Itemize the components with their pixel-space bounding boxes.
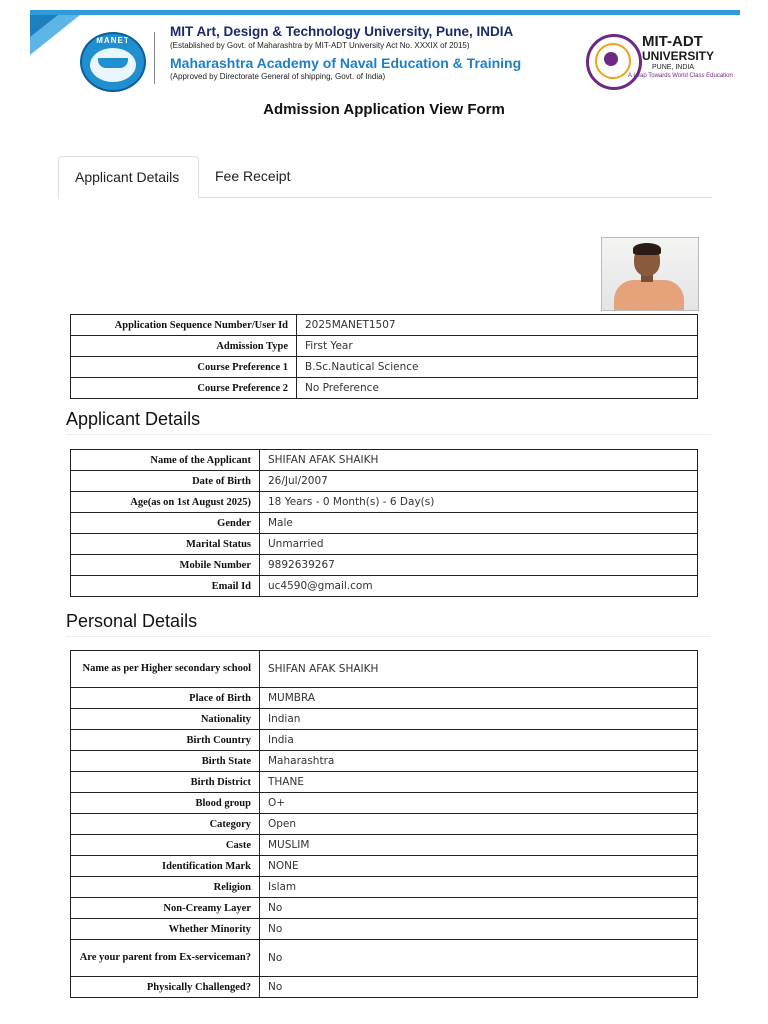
- tab-applicant-details[interactable]: Applicant Details: [58, 156, 199, 198]
- academy-name: Maharashtra Academy of Naval Education & Training: [170, 55, 522, 71]
- field-value: MUSLIM: [260, 835, 698, 856]
- field-value: Open: [260, 814, 698, 835]
- field-value: Unmarried: [260, 534, 698, 555]
- table-row: [71, 471, 698, 492]
- field-label: Application Sequence Number/User Id: [71, 315, 297, 336]
- table-row: [71, 378, 698, 399]
- field-value: B.Sc.Nautical Science: [297, 357, 698, 378]
- table-row: [71, 357, 698, 378]
- banner-stripe: [30, 10, 740, 15]
- field-label: Are your parent from Ex-serviceman?: [71, 940, 260, 977]
- applicant-table: [70, 449, 698, 597]
- table-row: [71, 730, 698, 751]
- personal-table: [70, 650, 698, 998]
- application-table: [70, 314, 698, 399]
- adt-city: PUNE, INDIA: [652, 64, 695, 71]
- table-row: [71, 513, 698, 534]
- adt-tagline: A Leap Towards World Class Education: [628, 73, 733, 79]
- field-label: Mobile Number: [71, 555, 260, 576]
- table-row: [71, 772, 698, 793]
- field-value: Indian: [260, 709, 698, 730]
- table-row: [71, 898, 698, 919]
- field-label: Caste: [71, 835, 260, 856]
- field-label: Marital Status: [71, 534, 260, 555]
- field-value: 26/Jul/2007: [260, 471, 698, 492]
- table-row: [71, 315, 698, 336]
- table-row: [71, 940, 698, 977]
- seal-core: [604, 52, 618, 66]
- field-label: Email Id: [71, 576, 260, 597]
- field-label: Religion: [71, 877, 260, 898]
- field-value: 2025MANET1507: [297, 315, 698, 336]
- table-row: [71, 688, 698, 709]
- table-row: [71, 835, 698, 856]
- table-row: [71, 534, 698, 555]
- banner-corner-decoration-dark: [30, 15, 58, 37]
- mit-adt-seal-logo: [586, 34, 642, 90]
- header-divider: [154, 32, 155, 84]
- field-value: No: [260, 919, 698, 940]
- ship-icon: [98, 58, 128, 68]
- manet-logo: [80, 32, 146, 92]
- table-row: [71, 709, 698, 730]
- table-row: [71, 751, 698, 772]
- field-value: 9892639267: [260, 555, 698, 576]
- field-label: Birth State: [71, 751, 260, 772]
- field-value: 18 Years - 0 Month(s) - 6 Day(s): [260, 492, 698, 513]
- field-value: India: [260, 730, 698, 751]
- field-label: Non-Creamy Layer: [71, 898, 260, 919]
- section-title-personal: Personal Details: [66, 611, 711, 637]
- field-value: No: [260, 977, 698, 998]
- field-label: Identification Mark: [71, 856, 260, 877]
- adt-name: MIT-ADT: [642, 33, 703, 50]
- field-value: uc4590@gmail.com: [260, 576, 698, 597]
- field-value: O+: [260, 793, 698, 814]
- field-value: NONE: [260, 856, 698, 877]
- field-label: Place of Birth: [71, 688, 260, 709]
- tab-bar: [58, 156, 712, 198]
- adt-university: UNIVERSITY: [642, 49, 715, 63]
- field-label: Gender: [71, 513, 260, 534]
- manet-logo-text: MANET: [96, 36, 130, 45]
- photo-hair: [633, 243, 661, 255]
- applicant-photo: [601, 237, 699, 311]
- field-label: Date of Birth: [71, 471, 260, 492]
- field-value: THANE: [260, 772, 698, 793]
- field-label: Blood group: [71, 793, 260, 814]
- field-label: Name as per Higher secondary school: [71, 651, 260, 688]
- field-value: MUMBRA: [260, 688, 698, 709]
- field-label: Nationality: [71, 709, 260, 730]
- field-value: Male: [260, 513, 698, 534]
- field-label: Admission Type: [71, 336, 297, 357]
- approval-note: (Approved by Directorate General of shipping, Govt. of India): [170, 72, 386, 81]
- field-value: No: [260, 898, 698, 919]
- page-title: Admission Application View Form: [263, 101, 505, 118]
- table-row: [71, 977, 698, 998]
- tab-fee-receipt[interactable]: Fee Receipt: [215, 168, 291, 184]
- photo-shirt: [614, 280, 684, 311]
- table-row: [71, 576, 698, 597]
- table-row: [71, 336, 698, 357]
- field-label: Birth District: [71, 772, 260, 793]
- table-row: [71, 450, 698, 471]
- table-row: [71, 555, 698, 576]
- establishment-note: (Established by Govt. of Maharashtra by MIT-ADT University Act No. XXXIX of 2015): [170, 41, 470, 50]
- field-label: Category: [71, 814, 260, 835]
- field-label: Physically Challenged?: [71, 977, 260, 998]
- field-label: Birth Country: [71, 730, 260, 751]
- field-label: Course Preference 2: [71, 378, 297, 399]
- table-row: [71, 919, 698, 940]
- field-label: Course Preference 1: [71, 357, 297, 378]
- field-value: No: [260, 940, 698, 977]
- field-label: Whether Minority: [71, 919, 260, 940]
- field-value: Islam: [260, 877, 698, 898]
- field-value: Maharashtra: [260, 751, 698, 772]
- table-row: [71, 814, 698, 835]
- university-name: MIT Art, Design & Technology University, Pune, INDIA: [170, 24, 514, 39]
- table-row: [71, 492, 698, 513]
- field-label: Name of the Applicant: [71, 450, 260, 471]
- header-banner: [30, 10, 740, 92]
- table-row: [71, 877, 698, 898]
- table-row: [71, 793, 698, 814]
- field-value: SHIFAN AFAK SHAIKH: [260, 450, 698, 471]
- table-row: [71, 651, 698, 688]
- field-value: First Year: [297, 336, 698, 357]
- table-row: [71, 856, 698, 877]
- section-title-applicant: Applicant Details: [66, 409, 711, 435]
- field-label: Age(as on 1st August 2025): [71, 492, 260, 513]
- field-value: SHIFAN AFAK SHAIKH: [260, 651, 698, 688]
- field-value: No Preference: [297, 378, 698, 399]
